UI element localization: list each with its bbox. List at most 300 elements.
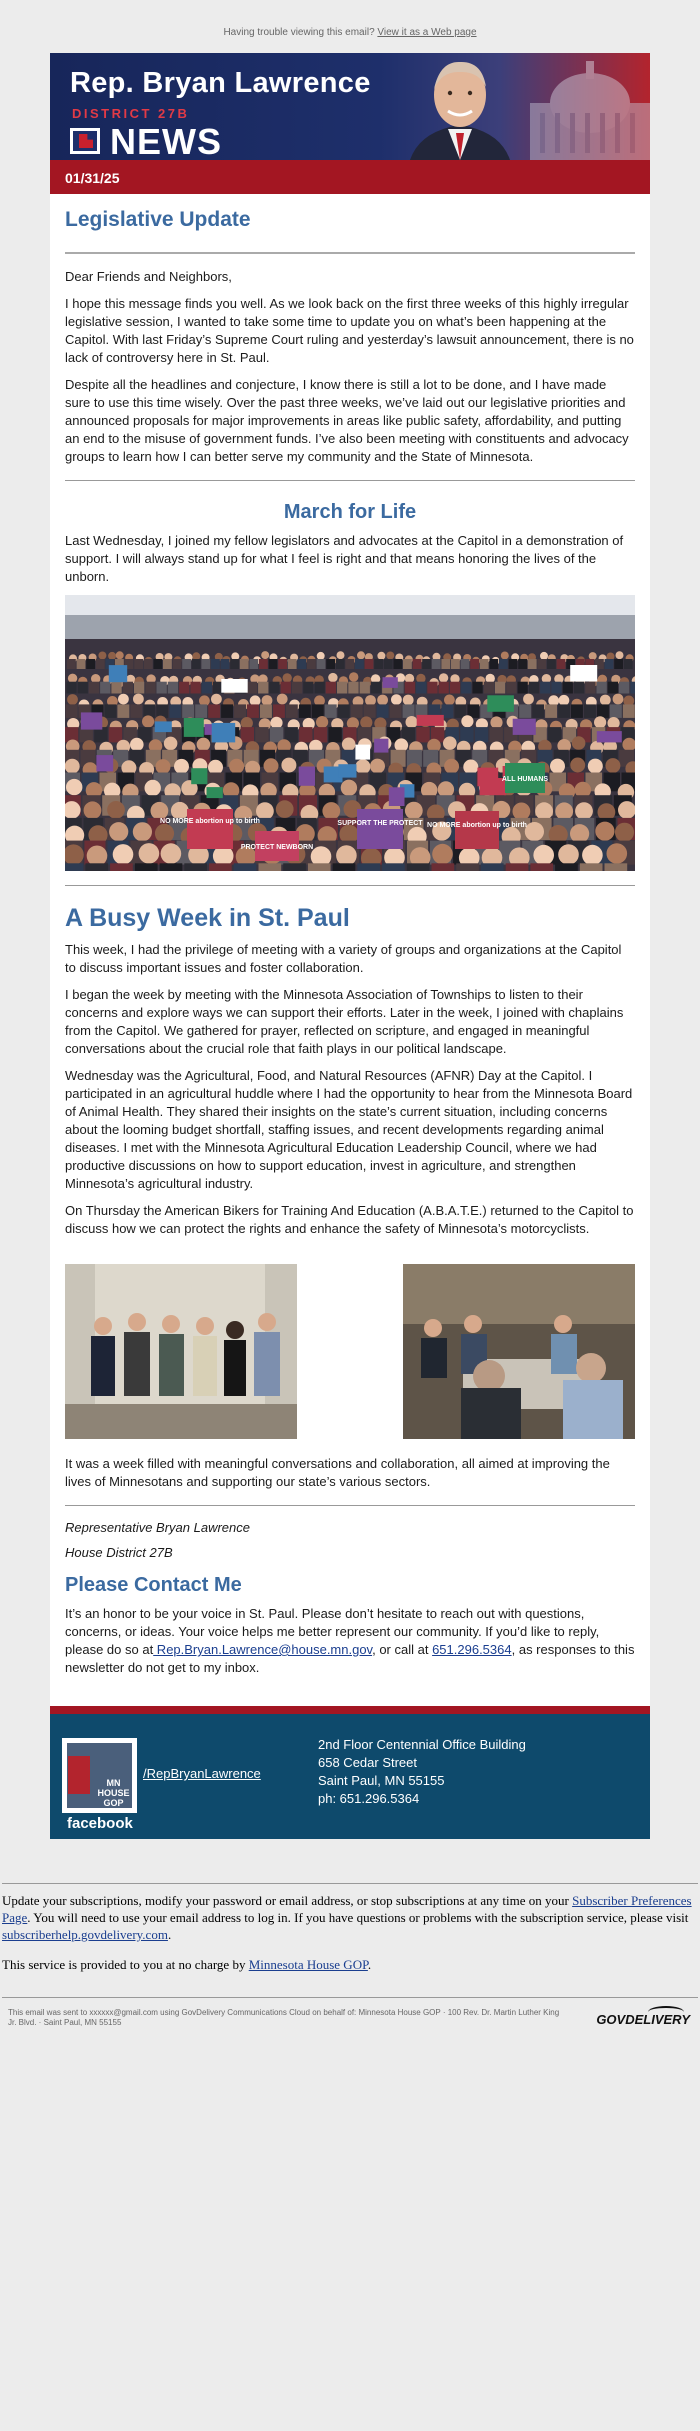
busy-week-paragraph-4: On Thursday the American Bikers for Training And Education (A.B.A.T.E.) returned to the Capitol to discuss how we can protect the rights and enhance the safety of Minnesota’s motorcyclists.: [65, 1203, 634, 1236]
crowd-head: [463, 760, 478, 775]
crowd-body: [192, 659, 201, 669]
crowd-body: [190, 682, 200, 694]
crowd-head: [432, 844, 453, 865]
meeting-photos: [65, 1264, 635, 1439]
crowd-body: [283, 863, 306, 871]
busy-week-paragraph-5: It was a week filled with meaningful conversations and collaboration, all aimed at improving the lives of Minnesotans and supporting our state’s various sectors.: [65, 1456, 610, 1489]
gop-red-accent: [68, 1756, 90, 1794]
busy-week-heading: A Busy Week in St. Paul: [65, 904, 350, 932]
sign-text: NO MORE abortion up to birth: [160, 818, 260, 825]
crowd-head: [109, 822, 128, 841]
crowd-body: [145, 682, 155, 694]
crowd-body: [230, 659, 239, 669]
crowd-head: [349, 672, 358, 681]
crowd-head: [540, 652, 548, 660]
top-note-text: Having trouble viewing this email?: [223, 27, 375, 38]
crowd-body: [403, 659, 412, 669]
crowd-body: [364, 704, 376, 718]
divider: [65, 480, 635, 481]
crowd-body: [240, 659, 249, 669]
crowd-body: [173, 659, 182, 669]
crowd-body: [461, 682, 471, 694]
march-for-life-photo: [65, 595, 635, 871]
crowd-body: [65, 863, 83, 871]
signature-name: Representative Bryan Lawrence: [65, 1520, 250, 1535]
crowd-body: [470, 659, 479, 669]
crowd-body: [77, 659, 86, 669]
crowd-head: [164, 737, 178, 751]
subscription-text: .: [167, 1927, 172, 1942]
crowd-body: [269, 682, 279, 694]
crowd-head: [403, 695, 414, 706]
crowd-body: [234, 863, 257, 871]
crowd-head: [118, 694, 129, 705]
email-link[interactable]: Rep.Bryan.Lawrence@house.mn.gov: [153, 1642, 373, 1657]
crowd-head: [67, 694, 78, 705]
crowd-head: [283, 673, 292, 682]
crowd-head: [142, 715, 154, 727]
crowd-body: [495, 682, 505, 694]
help-link[interactable]: subscriberhelp.govdelivery.com: [2, 1927, 168, 1942]
crowd-body: [211, 659, 220, 669]
crowd-body: [303, 682, 313, 694]
crowd-body: [153, 659, 162, 669]
crowd-body: [326, 659, 335, 669]
facebook-link[interactable]: /RepBryanLawrence: [143, 1766, 261, 1781]
subscription-paragraph: [2, 1892, 698, 1943]
crowd-body: [450, 682, 460, 694]
crowd-body: [432, 863, 455, 871]
crowd-sign: [417, 715, 444, 726]
crowd-body: [461, 659, 470, 669]
crowd-body: [518, 682, 528, 694]
crowd-head: [588, 759, 603, 774]
divider: [65, 1505, 635, 1506]
crowd-body: [584, 704, 596, 718]
crowd-head: [550, 759, 565, 774]
crowd-body: [355, 659, 364, 669]
crowd-body: [249, 659, 258, 669]
fine-print-bar: [0, 2004, 700, 2044]
crowd-head: [197, 738, 211, 752]
crowd-sign: [109, 665, 127, 682]
crowd-body: [195, 704, 207, 718]
crowd-body: [551, 682, 561, 694]
contact-heading: Please Contact Me: [65, 1574, 242, 1596]
banner-district: DISTRICT 27B: [72, 106, 190, 121]
crowd-head: [133, 694, 144, 705]
crowd-body: [537, 659, 546, 669]
contact-text: , or call at: [372, 1642, 429, 1657]
crowd-body: [96, 659, 105, 669]
crowd-body: [460, 727, 473, 742]
crowd-body: [182, 704, 194, 718]
crowd-head: [87, 846, 108, 867]
crowd-head: [386, 652, 394, 660]
crowd-body: [580, 863, 603, 871]
crowd-body: [241, 727, 254, 742]
crowd-head: [523, 694, 534, 705]
header-banner: [50, 53, 650, 160]
crowd-body: [441, 659, 450, 669]
divider: [65, 885, 635, 886]
crowd-body: [489, 659, 498, 669]
crowd-body: [374, 659, 383, 669]
crowd-body: [100, 682, 110, 694]
busy-week-paragraph-2: I began the week by meeting with the Minnesota Association of Townships to listen to their concerns and explore ways we can support their efforts. Later in the week, I joined with chaplains from the Capitol. We gathered for prayer, reflected on scripture, and engaged in meaningful conversations about the crucial role that faith plays in our political landscape.: [65, 987, 624, 1056]
crowd-head: [513, 803, 531, 821]
crowd-sign: [299, 767, 315, 786]
crowd-sign: [487, 695, 514, 712]
crowd-body: [624, 659, 633, 669]
crowd-head: [406, 716, 418, 728]
crowd-head: [316, 716, 328, 728]
crowd-body: [357, 863, 380, 871]
crowd-head: [264, 758, 279, 773]
crowd-head: [589, 652, 597, 660]
crowd-head: [365, 695, 376, 706]
house-logo-icon: [70, 128, 100, 154]
crowd-body: [202, 682, 212, 694]
crowd-head: [277, 694, 288, 705]
crowd-body: [475, 727, 488, 742]
crowd-head: [490, 716, 502, 728]
crowd-sign: [597, 731, 622, 742]
govdelivery-logo[interactable]: GOVDELIVERY: [596, 2012, 690, 2027]
crowd-body: [234, 704, 246, 718]
crowd-body: [614, 659, 623, 669]
top-note: [0, 0, 700, 53]
crowd-body: [451, 659, 460, 669]
crowd-head: [355, 759, 370, 774]
crowd-body: [326, 682, 336, 694]
office-address: [318, 1736, 526, 1808]
crowd-sign: [155, 721, 172, 732]
crowd-body: [472, 682, 482, 694]
crowd-head: [607, 843, 628, 864]
sign-text: SUPPORT THE PROTECT: [337, 820, 423, 827]
crowd-head: [155, 824, 174, 843]
crowd-body: [393, 659, 402, 669]
crowd-sign: [212, 723, 236, 743]
crowd-head: [337, 651, 345, 659]
crowd-body: [221, 704, 233, 718]
crowd-body: [336, 659, 345, 669]
crowd-body: [269, 659, 278, 669]
crowd-body: [519, 704, 531, 718]
crowd-head: [336, 845, 357, 866]
crowd-sign: [184, 718, 204, 737]
crowd-body: [528, 659, 537, 669]
fine-print: This email was sent to xxxxxx@gmail.com using GovDelivery Communications Cloud on behalf of: Minnesota House GOP · 100 Rev. Dr. Martin Luther King Jr. Blvd. · Saint Paul, MN 55155: [8, 2008, 560, 2027]
crowd-sign: [383, 677, 398, 688]
crowd-head: [360, 716, 372, 728]
crowd-body: [506, 863, 529, 871]
crowd-body: [377, 704, 389, 718]
crowd-body: [66, 704, 78, 718]
date-bar: 01/31/25: [50, 160, 650, 194]
crowd-body: [605, 863, 628, 871]
crowd-head: [161, 843, 182, 864]
crowd-body: [403, 704, 415, 718]
crowd-body: [312, 704, 324, 718]
crowd-body: [109, 727, 122, 742]
crowd-head: [605, 758, 620, 773]
crowd-head: [533, 845, 554, 866]
divider: [65, 252, 635, 254]
crowd-sign: [355, 745, 370, 760]
sign-text: ALL HUMANS: [501, 776, 549, 783]
subscription-text: . You will need to use your email address to log in. If you have questions or problems with the subscription service, please visit: [27, 1910, 689, 1925]
crowd-head: [65, 759, 80, 774]
crowd-head: [595, 822, 614, 841]
crowd-body: [530, 863, 553, 871]
signature-district: House District 27B: [65, 1545, 173, 1560]
service-text: This service is provided to you at no charge by: [2, 1957, 246, 1972]
crowd-head: [357, 651, 365, 659]
crowd-body: [299, 727, 312, 742]
busy-week-paragraph-1: This week, I had the privilege of meeting with a variety of groups and organizations at the Capitol to discuss important issues and foster collaboration.: [65, 942, 622, 975]
crowd-body: [111, 682, 121, 694]
crowd-sign: [570, 665, 597, 682]
crowd-body: [563, 682, 573, 694]
crowd-body: [597, 682, 607, 694]
crowd-body: [413, 659, 422, 669]
crowd-head: [443, 736, 457, 750]
crowd-body: [201, 659, 210, 669]
crowd-body: [130, 704, 142, 718]
crowd-head: [444, 759, 459, 774]
crowd-body: [422, 659, 431, 669]
crowd-body: [157, 682, 167, 694]
crowd-body: [454, 704, 466, 718]
crowd-head: [570, 824, 589, 843]
crowd-sign: [207, 787, 223, 798]
crowd-head: [270, 717, 282, 729]
contact-text: It’s an honor to be your voice in St. Paul. Please don’t hesitate to reach out with questions, concerns, or ideas. Your voice helps me better represent our community. If you’d like to reply, please do so at: [65, 1606, 600, 1657]
crowd-body: [247, 704, 259, 718]
crowd-body: [382, 863, 405, 871]
crowd-body: [630, 682, 635, 694]
update-paragraph-1: I hope this message finds you well. As we look back on the first three weeks of this highly irregular legislative session, I wanted to take some time to update you on what’s been happening at the Capitol. With last Friday’s Supreme Court ruling and yesterday’s lawsuit announcement, there is no lack of controversy here in St. Paul.: [65, 296, 634, 365]
crowd-body: [307, 659, 316, 669]
crowd-body: [481, 863, 504, 871]
crowd-head: [108, 652, 116, 660]
crowd-body: [89, 682, 99, 694]
crowd-body: [619, 682, 629, 694]
legislative-update-heading: Legislative Update: [65, 208, 251, 231]
crowd-head: [613, 694, 624, 705]
crowd-body: [299, 704, 311, 718]
address-line: Saint Paul, MN 55155: [318, 1773, 445, 1788]
crowd-head: [130, 738, 144, 752]
representative-portrait: [390, 53, 530, 160]
crowd-head: [262, 695, 273, 706]
crowd-body: [608, 682, 618, 694]
crowd-body: [407, 863, 430, 871]
crowd-head: [174, 759, 189, 774]
crowd-body: [499, 659, 508, 669]
crowd-body: [105, 704, 117, 718]
crowd-head: [341, 780, 357, 796]
crowd-head: [98, 652, 106, 660]
crowd-body: [351, 704, 363, 718]
subscription-text: Update your subscriptions, modify your password or email address, or stop subscriptions at any time on your: [2, 1893, 569, 1908]
phone-link[interactable]: 651.296.5364: [432, 1642, 512, 1657]
capitol-image: [510, 53, 650, 160]
crowd-body: [297, 659, 306, 669]
crowd-body: [163, 659, 172, 669]
crowd-body: [144, 659, 153, 669]
crowd-body: [557, 659, 566, 669]
crowd-body: [571, 704, 583, 718]
crowd-body: [281, 682, 291, 694]
crowd-head: [281, 758, 296, 773]
crowd-head: [439, 673, 448, 682]
crowd-sign: [81, 712, 102, 729]
crowd-body: [484, 682, 494, 694]
crowd-sign: [513, 719, 536, 735]
crowd-body: [540, 682, 550, 694]
crowd-head: [139, 843, 160, 864]
crowd-head: [261, 651, 269, 659]
crowd-body: [85, 863, 108, 871]
crowd-body: [365, 659, 374, 669]
crowd-sign: [221, 679, 247, 693]
crowd-body: [259, 659, 268, 669]
web-page-link[interactable]: View it as a Web page: [377, 27, 477, 38]
crowd-body: [416, 682, 426, 694]
crowd-body: [66, 682, 76, 694]
email-body: [50, 53, 650, 1839]
crowd-body: [221, 659, 230, 669]
crowd-body: [168, 682, 178, 694]
footer: [50, 1706, 650, 1839]
crowd-body: [456, 863, 479, 871]
crowd-body: [439, 682, 449, 694]
crowd-head: [133, 822, 152, 841]
crowd-body: [333, 863, 356, 871]
crowd-head: [615, 823, 634, 842]
crowd-body: [247, 682, 257, 694]
crowd-head: [322, 802, 340, 820]
address-line: 2nd Floor Centennial Office Building: [318, 1737, 526, 1752]
divider: [2, 1883, 698, 1884]
crowd-body: [208, 704, 220, 718]
update-paragraph-2: Despite all the headlines and conjecture, I know there is still a lot to be done, and I have made sure to use this time wisely. Over the past three weeks, we’ve laid out our legislative priorities and announced proposals for major improvements in areas like public safety, affordability, and putting an end to the misuse of government funds. I’ve also been meeting with constituents and advocacy groups to learn how I can better serve my community and the State of Minnesota.: [65, 377, 629, 464]
crowd-head: [461, 715, 473, 727]
crowd-head: [582, 845, 603, 866]
crowd-body: [555, 863, 578, 871]
address-line: 658 Cedar Street: [318, 1755, 418, 1770]
crowd-body: [338, 704, 350, 718]
mn-house-gop-logo[interactable]: [62, 1738, 137, 1813]
crowd-body: [308, 863, 331, 871]
sign-text: PROTECT NEWBORN: [240, 844, 314, 851]
crowd-body: [480, 659, 489, 669]
crowd-body: [315, 682, 325, 694]
crowd-head: [405, 802, 423, 820]
crowd-body: [416, 727, 429, 742]
crowd-body: [585, 682, 595, 694]
crowd-body: [134, 682, 144, 694]
crowd-head: [555, 802, 573, 820]
crowd-head: [113, 844, 134, 865]
crowd-body: [292, 682, 302, 694]
crowd-body: [597, 704, 609, 718]
crowd-body: [623, 704, 635, 718]
crowd-body: [255, 727, 268, 742]
crowd-head: [156, 759, 171, 774]
crowd-head: [575, 802, 593, 820]
crowd-body: [532, 704, 544, 718]
crowd-body: [67, 659, 76, 669]
crowd-body: [432, 659, 441, 669]
crowd-body: [278, 659, 287, 669]
crowd-head: [107, 801, 125, 819]
busy-week-paragraph-3: Wednesday was the Agricultural, Food, and Natural Resources (AFNR) Day at the Capitol. I participated in an agricultural huddle where I had the opportunity to hear from the Minnesota Board of Animal Health. They shared their insights on the state’s current situation, including concerns about the looming budget shortfall, staffing issues, and recent developments regarding animal diseases. I met with the Minnesota Agricultural Education Leadership Council, where we had productive discussions on how to support education, invest in agriculture, and strengthen Minnesota’s agricultural industry.: [65, 1068, 633, 1191]
crowd-body: [384, 659, 393, 669]
crowd-body: [529, 682, 539, 694]
crowd-body: [209, 863, 232, 871]
crowd-head: [444, 695, 455, 706]
contact-text: , as responses to this newsletter do not get to my inbox.: [65, 1642, 635, 1675]
crowd-body: [490, 727, 503, 742]
service-paragraph: [2, 1956, 698, 1973]
greeting: Dear Friends and Neighbors,: [65, 269, 232, 284]
facebook-label: facebook: [67, 1815, 133, 1832]
crowd-body: [558, 704, 570, 718]
crowd-body: [509, 659, 518, 669]
contact-paragraph: [65, 1605, 635, 1677]
crowd-body: [405, 682, 415, 694]
service-text: .: [367, 1957, 372, 1972]
crowd-body: [258, 682, 268, 694]
crowd-body: [135, 863, 158, 871]
crowd-body: [273, 704, 285, 718]
crowd-body: [574, 682, 584, 694]
crowd-sign: [338, 764, 356, 777]
crowd-head: [618, 801, 635, 819]
crowd-body: [325, 704, 337, 718]
crowd-body: [605, 659, 614, 669]
crowd-body: [371, 682, 381, 694]
crowd-body: [348, 682, 358, 694]
crowd-head: [391, 694, 402, 705]
crowd-body: [182, 659, 191, 669]
crowd-body: [547, 659, 556, 669]
preferences-link[interactable]: Subscriber Preferences Page: [2, 1893, 692, 1925]
crowd-body: [317, 659, 326, 669]
banner-news: NEWS: [110, 121, 222, 160]
crowd-head: [377, 652, 385, 660]
crowd-body: [117, 704, 129, 718]
logo-text: MN HOUSE GOP: [97, 1778, 130, 1808]
sign-text: NO MORE abortion up to birth: [427, 822, 527, 829]
crowd-head: [535, 802, 553, 820]
crowd-head: [229, 759, 244, 774]
crowd-body: [160, 863, 183, 871]
subscription-info: [0, 1883, 700, 1998]
banner-title: Rep. Bryan Lawrence: [70, 67, 371, 99]
crowd-body: [427, 682, 437, 694]
crowd-body: [169, 704, 181, 718]
crowd-body: [506, 682, 516, 694]
house-gop-link[interactable]: Minnesota House GOP: [248, 1957, 368, 1972]
crowd-body: [360, 682, 370, 694]
divider: [2, 1997, 698, 1998]
crowd-head: [525, 822, 544, 841]
